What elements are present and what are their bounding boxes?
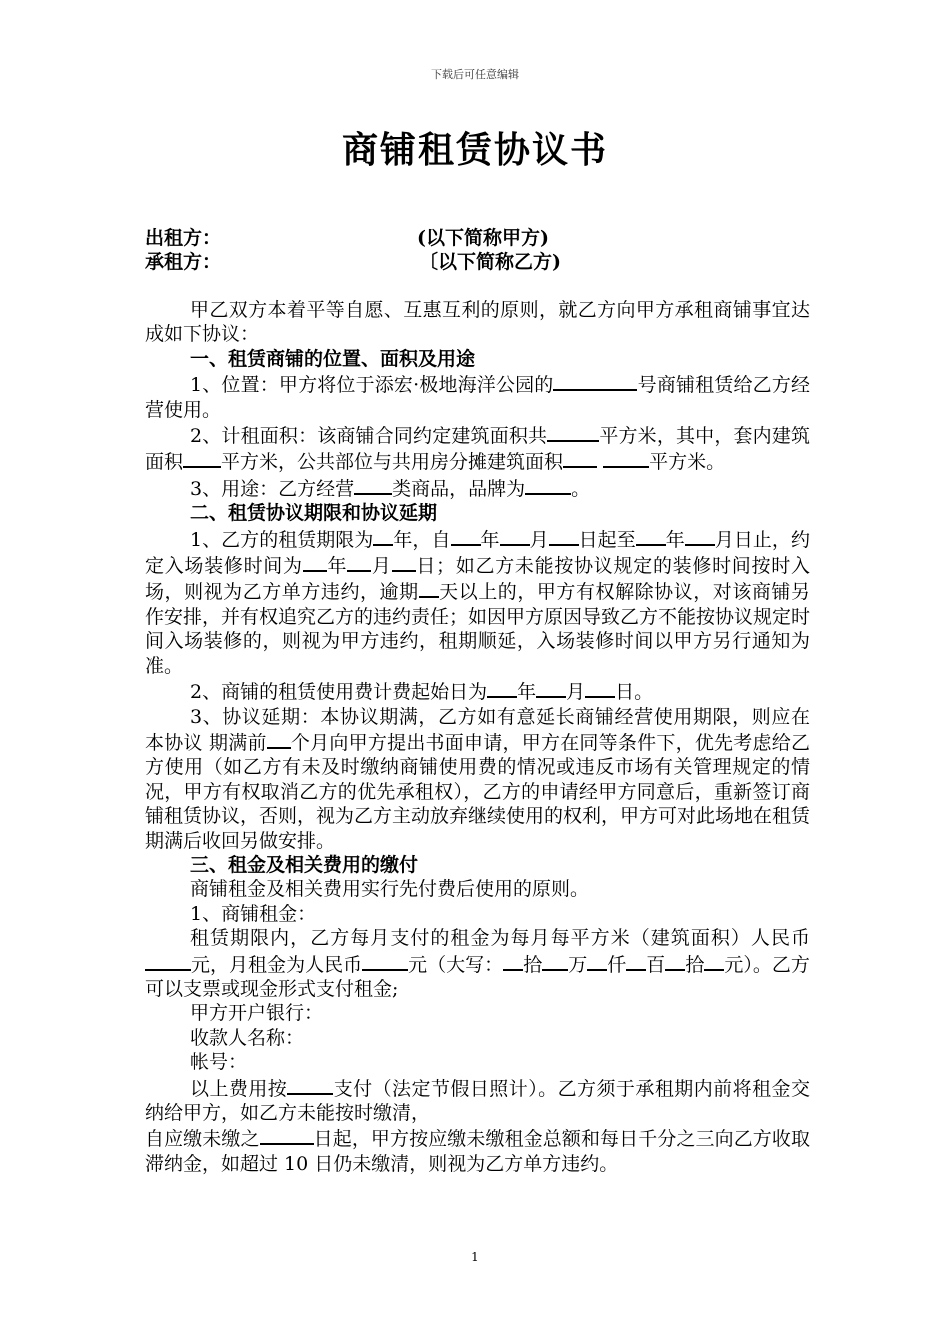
blank-unit-rent[interactable] xyxy=(145,951,191,971)
blank-billing-month[interactable] xyxy=(536,678,566,698)
blank-billing-year[interactable] xyxy=(487,678,517,698)
s2-billing-text: 年 xyxy=(517,681,537,704)
blank-inner-area[interactable] xyxy=(183,448,221,468)
blank-monthly-rent[interactable] xyxy=(362,951,408,971)
section-2-heading: 二、租赁协议期限和协议延期 xyxy=(190,502,438,525)
s2-term xyxy=(145,526,810,678)
blank-goods-type[interactable] xyxy=(354,475,392,495)
s1-usage-text-c: 。 xyxy=(571,477,591,500)
blank-rent-thousand[interactable] xyxy=(587,951,607,971)
s3-rent-heading: 1、商铺租金： xyxy=(190,902,317,925)
blank-rent-one[interactable] xyxy=(704,951,724,971)
s3-rent-text: 仟 xyxy=(607,953,627,976)
s3-payment-cycle xyxy=(145,1075,810,1126)
blank-term-years[interactable] xyxy=(373,526,393,546)
lessor-label: 出租方： xyxy=(145,227,222,249)
blank-billing-day[interactable] xyxy=(585,678,615,698)
s3-account: 帐号： xyxy=(190,1051,248,1074)
s2-billing-text: 2、商铺的租赁使用费计费起始日为 xyxy=(190,681,488,704)
s3-rent-text: 万 xyxy=(568,953,588,976)
blank-end-month[interactable] xyxy=(685,526,715,546)
section-1-heading: 一、租赁商铺的位置、面积及用途 xyxy=(190,347,476,370)
s3-payee: 收款人名称： xyxy=(190,1026,305,1049)
s3-rent-text: 租赁期限内，乙方每月支付的租金为每月每平方米（建筑面积）人民币 xyxy=(190,927,810,950)
blank-start-month[interactable] xyxy=(500,526,530,546)
s1-location-text-b: 号商铺租赁给乙方经营使用。 xyxy=(145,374,810,421)
s2-extension-text: 个月向甲方提出书面申请，甲方在同等条件下，优先考虑给乙方使用（如乙方有未及时缴纳商铺使用费的情况或违反市场有关管理规定的情况，甲方有权取消乙方的优先承租权），乙方的申请经甲方同意后，重新签订商铺租赁协议，否则，视为乙方主动放弃继续使用的权利，甲方可对此场地在租赁期满后收回另做安排。 xyxy=(145,731,811,852)
blank-shared-area-b[interactable] xyxy=(603,448,649,468)
s2-term-text: 月 xyxy=(529,528,549,551)
s1-area xyxy=(145,422,810,475)
s3-rent-text: 拾 xyxy=(685,953,705,976)
s2-term-text: 日；如乙方未能按协议规定的装修时间按时入场，则视为乙方单方违约，逾期 xyxy=(145,555,810,604)
section-3-heading: 三、租金及相关费用的缴付 xyxy=(190,853,419,876)
s3-bank: 甲方开户银行： xyxy=(190,1002,324,1025)
intro-paragraph: 甲乙双方本着平等自愿、互惠互利的原则，就乙方向甲方承租商铺事宜达成如下协议： xyxy=(145,299,810,346)
s1-area-text-d: 平方米。 xyxy=(649,451,726,474)
blank-payment-cycle[interactable] xyxy=(287,1075,333,1095)
s3-payment-text: 支付（法定节假日照计）。乙方须于承租期内前将租金交纳给甲方，如乙方未能按时缴清， xyxy=(145,1077,810,1124)
s2-billing-start xyxy=(145,678,810,704)
blank-reno-month[interactable] xyxy=(347,552,371,572)
s1-location-text-a: 1、位置：甲方将位于添宏·极地海洋公园的 xyxy=(190,374,554,397)
blank-notice-months[interactable] xyxy=(267,729,291,749)
blank-end-year[interactable] xyxy=(636,526,666,546)
lessor-note: (以下简称甲方) xyxy=(417,227,549,249)
blank-rent-ten[interactable] xyxy=(665,951,685,971)
blank-start-year[interactable] xyxy=(451,526,481,546)
s1-usage-text-a: 3、用途：乙方经营 xyxy=(190,477,355,500)
s1-location xyxy=(145,371,810,422)
s3-rent-text: 百 xyxy=(646,953,666,976)
blank-overdue-days[interactable] xyxy=(419,578,439,598)
header-note: 下载后可任意编辑 xyxy=(431,68,519,81)
lessor-line xyxy=(145,226,549,250)
blank-reno-year[interactable] xyxy=(303,552,327,572)
lessee-label: 承租方： xyxy=(145,251,222,273)
blank-reno-day[interactable] xyxy=(392,552,416,572)
page-number: 1 xyxy=(471,1250,479,1264)
s1-area-text-c: 平方米，公共部位与共用房分摊建筑面积 xyxy=(221,451,564,474)
document-title: 商铺租赁协议书 xyxy=(341,129,608,171)
s2-term-text: 日止，约定入场装修时间为 xyxy=(145,528,810,578)
s2-extension-text: 3、协议延期：本协议期满，乙方如有意延长商铺经营使用期限，则应在本协议 期满前 xyxy=(145,705,810,754)
s3-rent-text: 元（大写： xyxy=(408,953,504,976)
s3-payment-text: 以上费用按 xyxy=(190,1077,288,1100)
blank-brand[interactable] xyxy=(525,475,571,495)
s1-area-text-b: 平方米，其中，套内建筑面积 xyxy=(145,425,810,474)
s1-usage xyxy=(145,475,810,501)
s3-rent-text: 元）。乙方可以支票或现金形式支付租金; xyxy=(145,953,810,1000)
s3-late-fee-text: 日起，甲方按应缴未缴租金总额和每日千分之三向乙方收取滞纳金，如超过 10 日仍未缴清，则视为乙方单方违约。 xyxy=(145,1128,810,1175)
s3-rent-text: 拾 xyxy=(523,953,543,976)
s2-billing-text: 日。 xyxy=(615,681,654,704)
blank-shop-number[interactable] xyxy=(553,371,637,391)
lessee-line xyxy=(145,250,561,274)
lessee-note: 〔以下简称乙方) xyxy=(419,251,561,273)
blank-late-days[interactable] xyxy=(260,1125,314,1145)
s2-term-text: 月 xyxy=(371,555,392,578)
s2-term-text: 日起至 xyxy=(578,528,636,551)
s3-rent-amount xyxy=(145,926,810,1001)
s2-billing-text: 月 xyxy=(566,681,586,704)
blank-rent-hundred[interactable] xyxy=(626,951,646,971)
s2-term-text: 年 xyxy=(480,528,500,551)
s2-extension xyxy=(145,705,810,853)
blank-shared-area-a[interactable] xyxy=(563,448,597,468)
s2-term-text: 天以上的，甲方有权解除协议，对该商铺另作安排，并有权追究乙方的违约责任；如因甲方原因导致乙方不能按协议规定时间入场装修的，则视为甲方违约，租期顺延，入场装修时间以甲方另行通知为准。 xyxy=(145,581,811,677)
s3-late-fee xyxy=(145,1125,810,1176)
s1-usage-text-b: 类商品，品牌为 xyxy=(392,477,526,500)
s2-term-text: 月 xyxy=(714,528,734,551)
agreement-body xyxy=(145,298,810,1176)
blank-building-area[interactable] xyxy=(547,422,599,442)
s2-term-text: 1、乙方的租赁期限为 xyxy=(190,528,374,551)
s2-term-text: 年 xyxy=(665,528,685,551)
s3-late-fee-text: 自应缴未缴之 xyxy=(145,1128,260,1151)
blank-rent-upper-ten-thousand-tens[interactable] xyxy=(503,951,523,971)
s3-principle: 商铺租金及相关费用实行先付费后使用的原则。 xyxy=(190,878,590,901)
s2-term-text: 年，自 xyxy=(393,528,451,551)
blank-rent-ten-thousand[interactable] xyxy=(542,951,568,971)
s2-term-text: 年 xyxy=(326,555,348,578)
s3-rent-text: 元，月租金为人民币 xyxy=(191,953,363,976)
blank-start-day[interactable] xyxy=(549,526,579,546)
s1-area-text-a: 2、计租面积：该商铺合同约定建筑面积共 xyxy=(190,425,548,448)
